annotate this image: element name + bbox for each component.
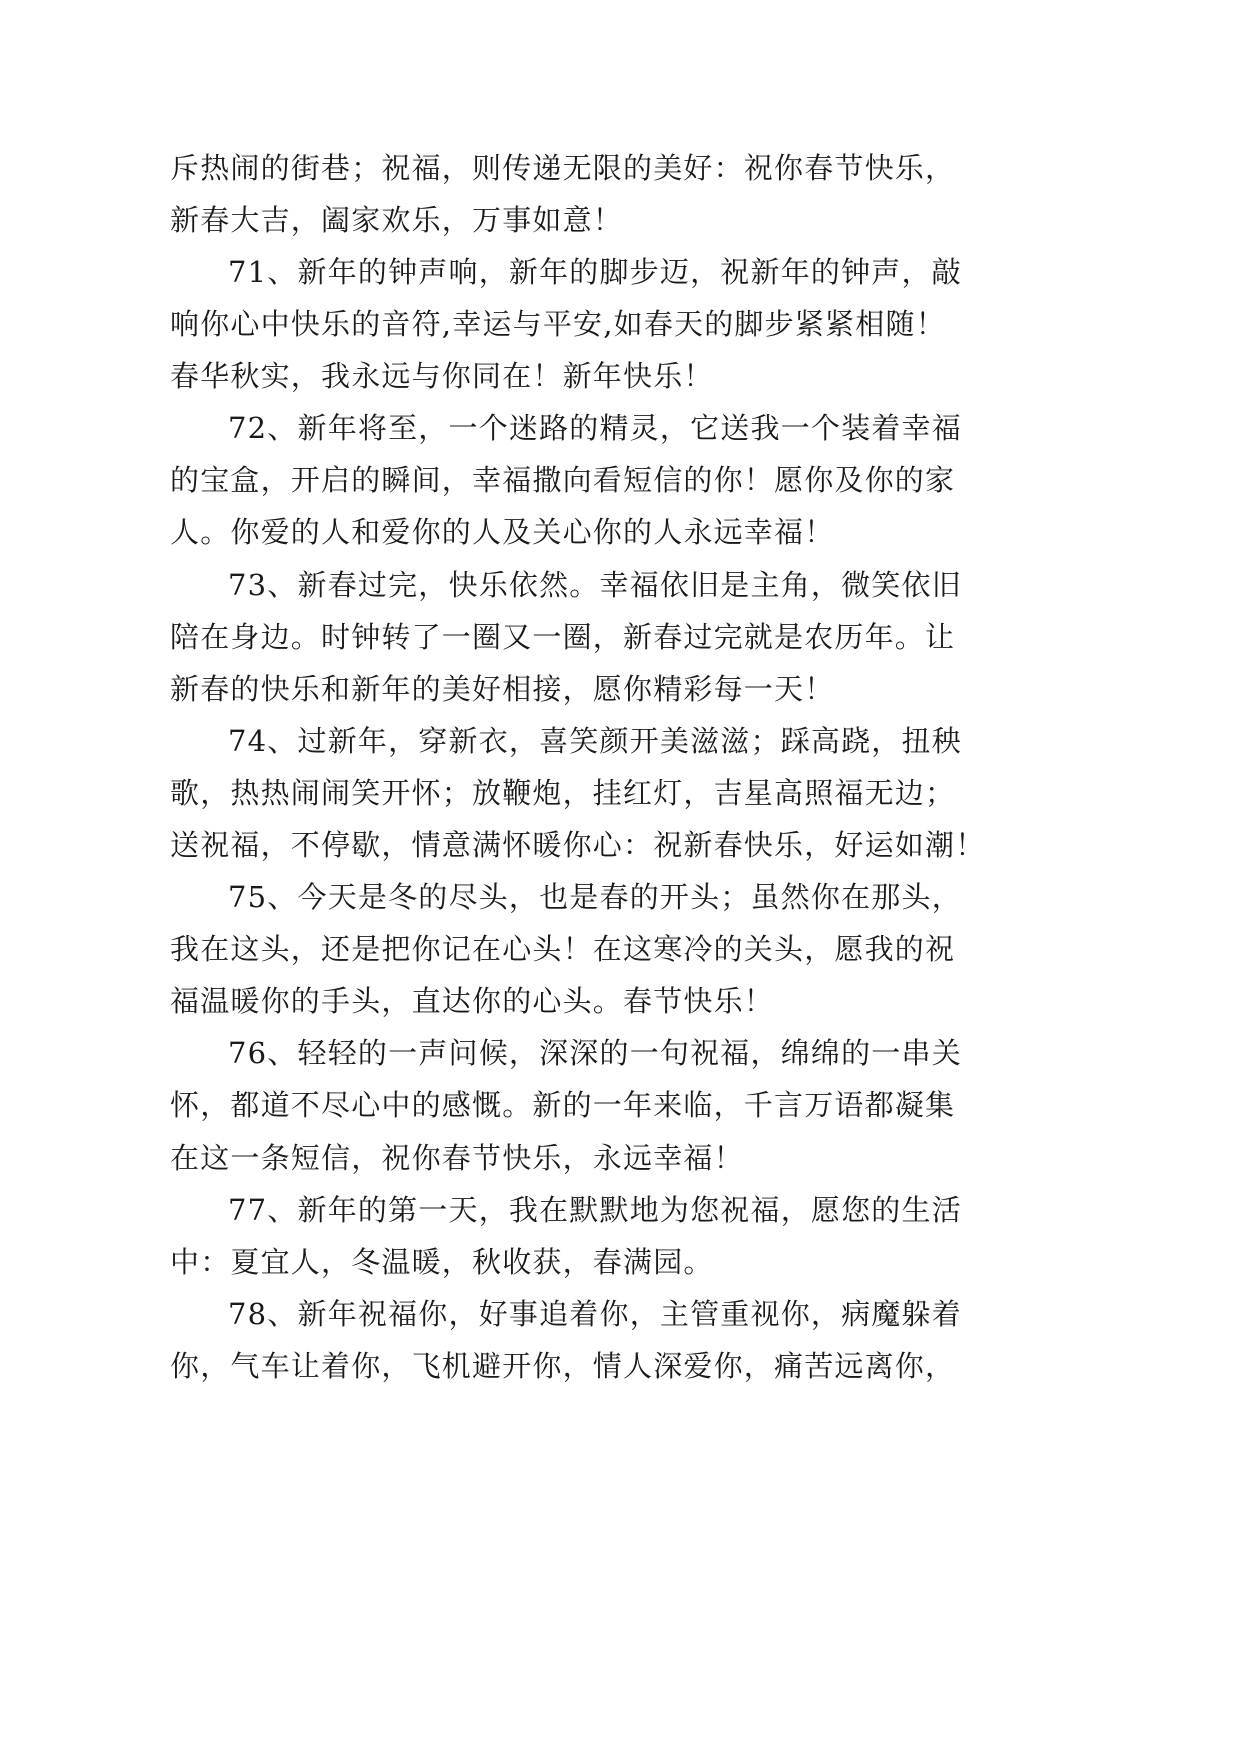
text-line: 响你心中快乐的音符,幸运与平安,如春天的脚步紧紧相随！ xyxy=(170,307,946,341)
paragraph-first-line: 71、新年的钟声响，新年的脚步迈，祝新年的钟声，敲 xyxy=(228,255,962,289)
text-line: 斥热闹的街巷；祝福，则传递无限的美好：祝你春节快乐， xyxy=(170,151,956,185)
text-line: 的宝盒，开启的瞬间，幸福撒向看短信的你！愿你及你的家 xyxy=(170,463,956,497)
text-line: 我在这头，还是把你记在心头！在这寒冷的关头，愿我的祝 xyxy=(170,932,956,966)
paragraph-first-line: 75、今天是冬的尽头，也是春的开头；虽然你在那头， xyxy=(228,880,962,914)
text-line: 在这一条短信，祝你春节快乐，永远幸福！ xyxy=(170,1141,744,1175)
paragraph-first-line: 76、轻轻的一声问候，深深的一句祝福，绵绵的一串关 xyxy=(228,1036,962,1070)
text-line: 怀，都道不尽心中的感慨。新的一年来临，千言万语都凝集 xyxy=(170,1088,956,1122)
text-line: 送祝福，不停歇，情意满怀暖你心：祝新春快乐，好运如潮！ xyxy=(170,828,986,862)
text-line: 新春大吉，阖家欢乐，万事如意！ xyxy=(170,203,624,237)
text-line: 新春的快乐和新年的美好相接，愿你精彩每一天！ xyxy=(170,672,835,706)
paragraph-first-line: 77、新年的第一天，我在默默地为您祝福，愿您的生活 xyxy=(228,1193,962,1227)
paragraph-first-line: 72、新年将至，一个迷路的精灵，它送我一个装着幸福 xyxy=(228,411,962,445)
text-line: 你，气车让着你，飞机避开你，情人深爱你，痛苦远离你， xyxy=(170,1349,956,1383)
paragraph-first-line: 78、新年祝福你，好事追着你，主管重视你，病魔躲着 xyxy=(228,1297,962,1331)
text-line: 陪在身边。时钟转了一圈又一圈，新春过完就是农历年。让 xyxy=(170,620,956,654)
paragraph-first-line: 74、过新年，穿新衣，喜笑颜开美滋滋；踩高跷，扭秧 xyxy=(228,724,962,758)
text-line: 人。你爱的人和爱你的人及关心你的人永远幸福！ xyxy=(170,515,835,549)
paragraph-first-line: 73、新春过完，快乐依然。幸福依旧是主角，微笑依旧 xyxy=(228,568,962,602)
text-line: 福温暖你的手头，直达你的心头。春节快乐！ xyxy=(170,984,775,1018)
text-line: 春华秋实，我永远与你同在！新年快乐！ xyxy=(170,359,714,393)
text-line: 中：夏宜人，冬温暖，秋收获，春满园。 xyxy=(170,1245,714,1279)
text-line: 歌，热热闹闹笑开怀；放鞭炮，挂红灯，吉星高照福无边； xyxy=(170,776,956,810)
